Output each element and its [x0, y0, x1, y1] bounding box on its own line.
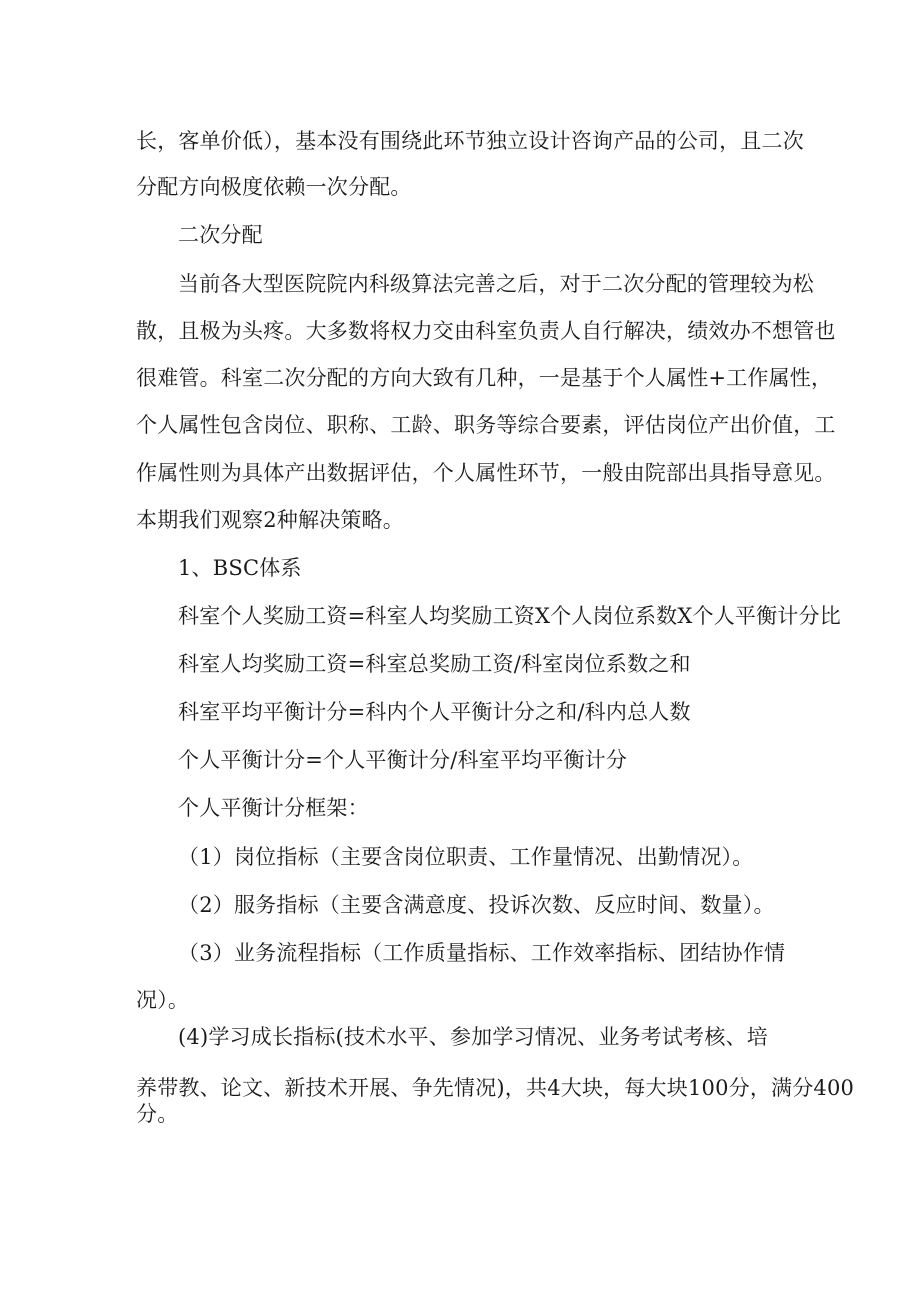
formula-line: 科室人均奖励工资=科室总奖励工资/科室岗位系数之和 [178, 652, 691, 676]
framework-item-continuation: 况）。 [136, 988, 190, 1012]
paragraph-line: 很难管。科室二次分配的方向大致有几种，一是基于个人属性+工作属性， [136, 366, 833, 390]
framework-title: 个人平衡计分框架： [178, 796, 369, 820]
paragraph-line: 散，且极为头疼。大多数将权力交由科室负责人自行解决，绩效办不想管也 [136, 319, 836, 343]
paragraph-line: 当前各大型医院院内科级算法完善之后，对于二次分配的管理较为松 [178, 272, 814, 296]
section-heading: 二次分配 [178, 223, 263, 247]
framework-item: （2）服务指标（主要含满意度、投诉次数、反应时间、数量）。 [178, 893, 775, 917]
formula-line: 科室平均平衡计分=科内个人平衡计分之和/科内总人数 [178, 700, 691, 724]
framework-item: (4)学习成长指标(技术水平、参加学习情况、业务考试考核、培 [178, 1025, 768, 1049]
paragraph-line: 分配方向极度依赖一次分配。 [136, 175, 412, 199]
paragraph-line: 长，客单价低），基本没有围绕此环节独立设计咨询产品的公司，且二次 [136, 129, 804, 153]
framework-item: （3）业务流程指标（工作质量指标、工作效率指标、团结协作情 [178, 941, 786, 965]
paragraph-line: 作属性则为具体产出数据评估，个人属性环节，一般由院部出具指导意见。 [136, 461, 836, 485]
formula-line: 个人平衡计分=个人平衡计分/科室平均平衡计分 [178, 748, 628, 772]
framework-item: （1）岗位指标（主要含岗位职责、工作量情况、出勤情况）。 [178, 845, 754, 869]
subsection-heading: 1、BSC体系 [178, 556, 302, 580]
formula-line: 科室个人奖励工资=科室人均奖励工资X个人岗位系数X个人平衡计分比 [178, 604, 841, 628]
framework-item-continuation: 分。 [136, 1102, 179, 1126]
paragraph-line: 本期我们观察2种解决策略。 [136, 508, 404, 532]
framework-item-continuation: 养带教、论文、新技术开展、争先情况)，共4大块，每大块100分，满分400 [136, 1076, 855, 1100]
paragraph-line: 个人属性包含岗位、职称、工龄、职务等综合要素，评估岗位产出价值，工 [136, 413, 836, 437]
